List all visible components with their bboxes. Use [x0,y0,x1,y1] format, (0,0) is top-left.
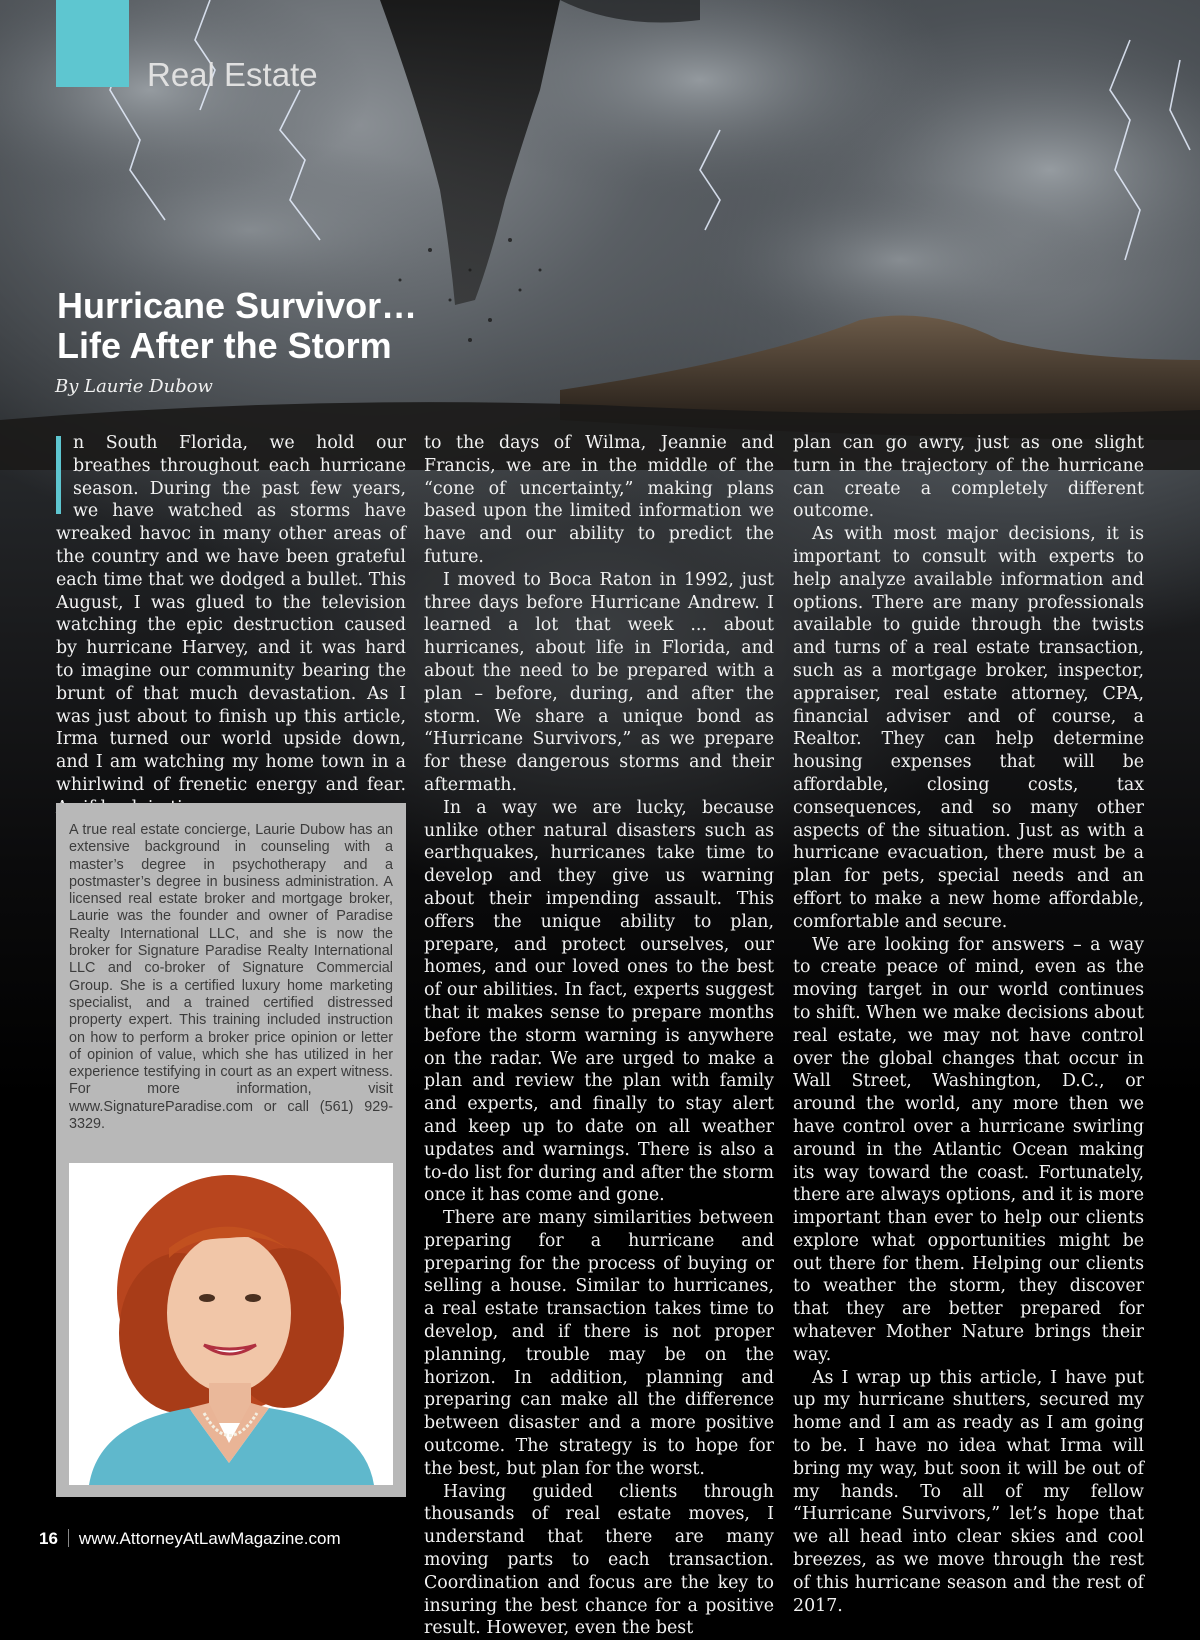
drop-cap-bar [56,436,61,514]
headline-line-2: Life After the Storm [57,325,392,366]
paragraph: to the days of Wilma, Jeannie and Francis, we are in the middle of the “cone of uncertainty,” making plans based upon the limited information we have and our ability to predict the future. [424,433,774,567]
article-column-1 [56,432,406,820]
paragraph: Having guided clients through thousands of real estate moves, I understand that there are many moving parts to each transaction. Coordination and focus are the key to insuring the best chance for a positive result. However, even the best [424,1481,774,1639]
author-portrait-image [69,1163,393,1485]
article-headline [57,286,577,366]
byline: By Laurie Dubow [55,376,213,397]
page-number: 16 [39,1529,58,1548]
footer-divider [68,1529,69,1547]
page-footer [39,1529,341,1549]
paragraph: We are looking for answers – a way to create peace of mind, even as the moving target in our world continues to shift. When we make decisions about real estate, we may not have control over the global changes that occur in Wall Street, Washington, D.C., or around the world, any more then we have control over a hurricane swirling around in the Atlantic Ocean making its way toward the coast. Fortunately, there are always options, and it is more important than ever to help our clients explore what opportunities might be out there for them. Helping our clients to weather the storm, they discover that they are better prepared for whatever Mother Nature brings their way. [793,934,1144,1365]
author-bio-text: A true real estate concierge, Laurie Dubow has an extensive background in counseling with a master’s degree in psychotherapy and a postmaster’s degree in business administration. A licensed real estate broker and mortgage broker, Laurie was the founder and owner of Paradise Realty International LLC, and she is now the broker for Signature Paradise Realty International LLC and co-broker of Signature Commercial Group. She is a certified luxury home marketing specialist, and a trained certified distressed property expert. This training included instruction on how to perform a broker price opinion or letter of opinion of value, which she has utilized in her experience testifying in court as an expert witness. For more information, visit www.SignatureParadise.com or call (561) 929-3329. [69,822,393,1133]
paragraph: As I wrap up this article, I have put up my hurricane shutters, secured my home and I am as ready as I am going to be. I have no idea what Irma will bring my way, but soon it will be out of my hands. To all of my fellow “Hurricane Survivors,” let’s hope that we all head into clear skies and cool breezes, as we move through the rest of this hurricane season and the rest of 2017. [793,1367,1144,1616]
paragraph: plan can go awry, just as one slight turn in the trajectory of the hurricane can create a completely different outcome. [793,433,1144,522]
section-label: Real Estate [147,56,318,93]
article-column-2 [424,432,774,1640]
author-bio-box [56,803,406,1497]
paragraph: I moved to Boca Raton in 1992, just three days before Hurricane Andrew. I learned a lot that week ... about hurricanes, about life in Florida, and about the need to be prepared with a plan – before, during, and after the storm. We share a unique bond as “Hurricane Survivors,” as we prepare for these dangerous storms and their aftermath. [424,569,774,795]
section-accent-bar [56,0,129,87]
paragraph: As with most major decisions, it is important to consult with experts to help analyze available information and options. There are many professionals available to guide through the twists and turns of a real estate transaction, such as a mortgage broker, inspector, appraiser, real estate attorney, CPA, financial adviser and of course, a Realtor. They can help determine housing expenses that will be affordable, closing costs, tax consequences, and so many other aspects of the situation. Just as with a hurricane evacuation, there must be a plan for pets, special needs and an effort to make a new home affordable, comfortable and secure. [793,524,1144,932]
website-link[interactable]: www.AttorneyAtLawMagazine.com [78,1529,341,1548]
headline-line-1: Hurricane Survivor… [57,285,418,326]
paragraph: In a way we are lucky, because unlike other natural disasters such as earthquakes, hurricanes take time to develop and they give us warning about their impending assault. This offers the unique ability to plan, prepare, and protect ourselves, our homes, and our loved ones to the best of our abilities. In fact, experts suggest that it makes sense to prepare months before the storm warning is anywhere on the radar. We are urged to make a plan and review the plan with family and experts, and finally to stay alert and keep up to date on all weather updates and warnings. There is also a to-do list for during and after the storm once it has come and gone. [424,797,774,1206]
author-photo [69,1163,393,1485]
paragraph: n South Florida, we hold our breathes throughout each hurricane season. During the past few years, we have watched as storms have wreaked havoc in many other areas of the country and we have been grateful each time that we dodged a bullet. This August, I was glued to the television watching the epic destruction caused by hurricane Harvey, and it was hard to imagine our community bearing the brunt of that much devastation. As I was just about to finish up this article, Irma turned our world upside down, and I am watching my home town in a whirlwind of frenetic energy and fear. [56,433,406,795]
paragraph: There are many similarities between preparing for a hurricane and preparing for the process of buying or selling a house. Similar to hurricanes, a real estate transaction takes time to develop, and if there is not proper planning, trouble may be on the horizon. In addition, planning and preparing can make all the difference between disaster and a more positive outcome. The strategy is to hope for the best, but plan for the worst. [424,1208,774,1479]
article-column-3 [793,432,1144,1617]
